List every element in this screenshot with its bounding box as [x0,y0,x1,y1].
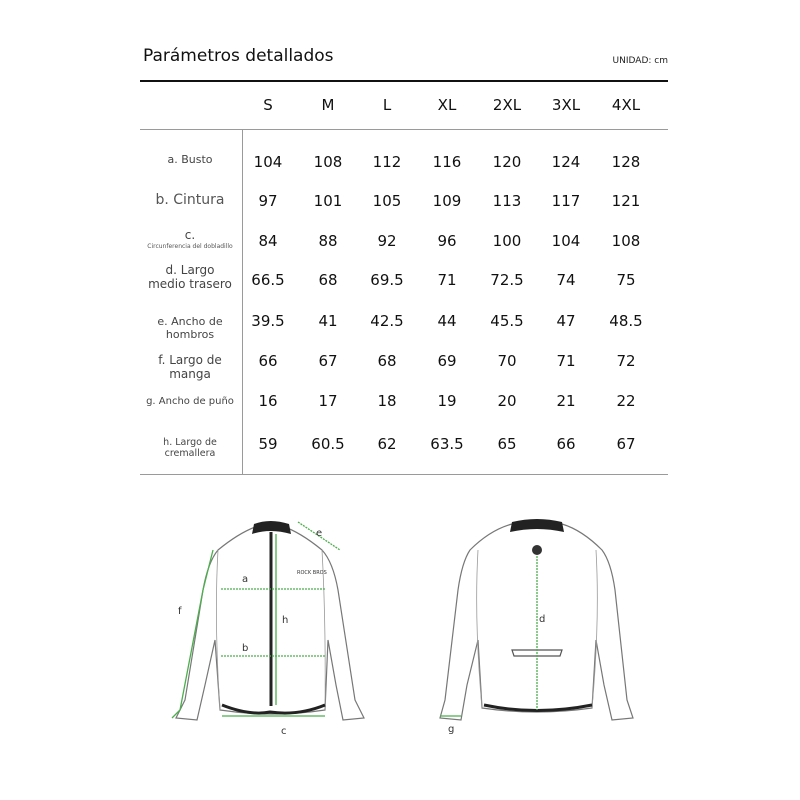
table-cell: 116 [432,153,462,171]
table-cell: 22 [616,392,636,410]
table-cell: 74 [556,271,576,289]
row-label-manga: f. Largo de manga [158,353,222,382]
back-measure-lines [440,556,537,716]
marker-d: d [539,614,546,625]
table-cell: 120 [492,153,522,171]
table-cell: 21 [556,392,576,410]
table-cell: 96 [437,232,457,250]
table-cell: 75 [616,271,636,289]
table-cell: 17 [318,392,338,410]
table-cell: 66 [258,352,278,370]
back-collar [510,519,564,532]
table-cell: 70 [497,352,517,370]
row-label-hombros: e. Ancho de hombros [157,315,223,342]
unit-label: UNIDAD: cm [612,56,668,66]
table-cell: 39.5 [251,312,285,330]
table-cell: 71 [437,271,457,289]
size-header-2xl: 2XL [492,96,522,114]
table-cell: 128 [611,153,641,171]
brand-logo-text: ROCK BROS [297,570,327,576]
row-label-busto: a. Busto [167,153,213,166]
table-cell: 112 [372,153,402,171]
table-top-rule [140,80,668,82]
row-label-puno: g. Ancho de puño [146,396,234,407]
table-cell: 62 [377,435,397,453]
page-title: Parámetros detallados [143,46,334,66]
table-cell: 48.5 [609,312,643,330]
table-cell: 63.5 [430,435,464,453]
table-cell: 104 [551,232,581,250]
table-cell: 72.5 [490,271,524,289]
row-label-largo [140,263,240,292]
table-cell: 97 [258,192,278,210]
table-cell: 66.5 [251,271,285,289]
table-cell: 60.5 [311,435,345,453]
size-header-l: L [382,96,392,114]
table-cell: 113 [492,192,522,210]
table-cell: 20 [497,392,517,410]
row-label-circunferencia-sub: Circunferencia del dobladillo [147,243,233,251]
table-cell: 68 [318,271,338,289]
marker-g: g [448,724,455,735]
table-cell: 69 [437,352,457,370]
table-cell: 92 [377,232,397,250]
marker-c: c [281,726,287,737]
table-cell: 19 [437,392,457,410]
table-label-divider [242,130,243,474]
table-cell: 69.5 [370,271,404,289]
front-measure-lines [172,522,340,718]
table-cell: 59 [258,435,278,453]
marker-h: h [282,615,289,626]
table-cell: 100 [492,232,522,250]
table-cell: 45.5 [490,312,524,330]
table-cell: 68 [377,352,397,370]
size-header-s: S [263,96,273,114]
table-cell: 66 [556,435,576,453]
table-cell: 18 [377,392,397,410]
row-label-largo-line1: d. Largo [165,263,215,277]
row-label-cremallera: h. Largo de cremallera [163,437,217,460]
row-label-cintura: b. Cintura [155,192,225,208]
table-cell: 71 [556,352,576,370]
table-cell: 72 [616,352,636,370]
row-label-largo-line2: medio trasero [148,277,232,292]
table-cell: 117 [551,192,581,210]
marker-a: a [242,574,249,585]
table-cell: 124 [551,153,581,171]
table-header-rule [140,129,668,130]
row-label-circunferencia-letter: c. [184,228,196,242]
size-header-xl: XL [437,96,457,114]
size-header-3xl: 3XL [551,96,581,114]
back-logo-icon [532,545,542,555]
size-header-4xl: 4XL [611,96,641,114]
table-cell: 42.5 [370,312,404,330]
table-cell: 67 [616,435,636,453]
table-cell: 104 [253,153,283,171]
marker-e: e [316,528,323,539]
table-bottom-rule [140,474,668,475]
table-cell: 121 [611,192,641,210]
table-cell: 84 [258,232,278,250]
table-cell: 44 [437,312,457,330]
marker-b: b [242,643,249,654]
marker-f: f [178,606,182,617]
table-cell: 108 [313,153,343,171]
table-cell: 67 [318,352,338,370]
row-label-circunferencia [140,228,240,251]
size-header-m: M [321,96,335,114]
table-cell: 109 [432,192,462,210]
table-cell: 65 [497,435,517,453]
table-cell: 101 [313,192,343,210]
table-cell: 88 [318,232,338,250]
table-cell: 105 [372,192,402,210]
table-cell: 41 [318,312,338,330]
table-cell: 16 [258,392,278,410]
table-cell: 108 [611,232,641,250]
table-cell: 47 [556,312,576,330]
jacket-measurement-diagram [0,500,800,750]
